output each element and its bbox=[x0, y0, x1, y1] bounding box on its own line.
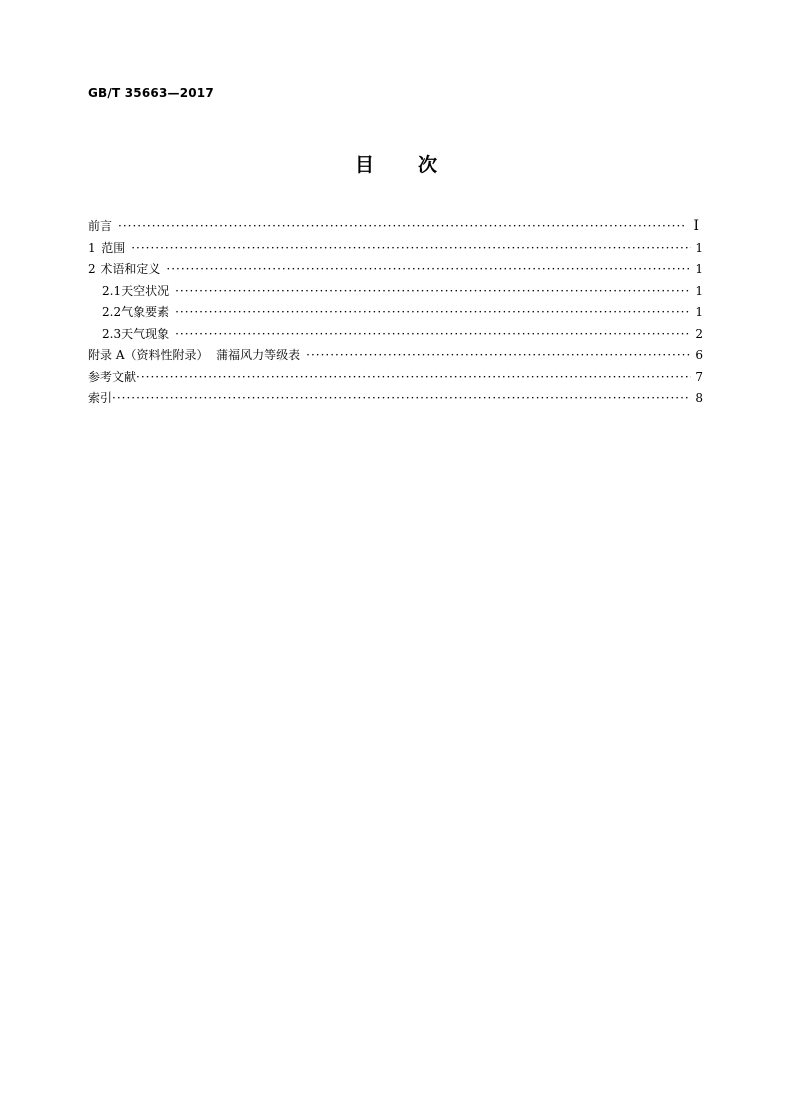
toc-entry-label[interactable]: 范围 bbox=[101, 240, 126, 255]
toc-entry-number: 1 bbox=[88, 240, 96, 255]
standard-code: GB/T 35663—2017 bbox=[88, 86, 214, 100]
toc-entry-page: Ⅰ bbox=[693, 218, 699, 234]
toc-title-right: 次 bbox=[418, 154, 438, 176]
toc-entry-index[interactable] bbox=[88, 388, 703, 410]
dot-leader bbox=[131, 238, 691, 260]
dot-leader bbox=[175, 302, 691, 324]
dot-leader bbox=[306, 345, 691, 367]
table-of-contents bbox=[88, 216, 703, 410]
toc-entry-label[interactable]: 术语和定义 bbox=[100, 262, 161, 276]
toc-entry-scope[interactable] bbox=[88, 238, 703, 260]
toc-entry-terms[interactable] bbox=[88, 259, 703, 281]
toc-entry-weather-phenomena[interactable] bbox=[88, 324, 703, 346]
toc-entry-label[interactable]: 索引 bbox=[88, 391, 113, 405]
dot-leader bbox=[136, 367, 691, 389]
toc-entry-number: 2.3 bbox=[102, 326, 122, 341]
toc-entry-number: 2.2 bbox=[102, 305, 122, 319]
toc-entry-page: 1 bbox=[695, 305, 703, 319]
toc-title bbox=[0, 150, 792, 177]
toc-entry-page: 7 bbox=[695, 369, 703, 384]
toc-entry-page: 6 bbox=[695, 348, 703, 362]
toc-entry-meteorological-elements[interactable] bbox=[88, 302, 703, 324]
dot-leader bbox=[175, 324, 691, 346]
toc-entry-label[interactable]: 天气现象 bbox=[121, 326, 170, 341]
dot-leader bbox=[112, 388, 691, 410]
toc-entry-label[interactable]: 附录 A（资料性附录） 蒲福风力等级表 bbox=[88, 348, 301, 362]
toc-entry-label[interactable]: 天空状况 bbox=[121, 283, 170, 298]
toc-entry-page: 2 bbox=[695, 326, 703, 341]
toc-entry-page: 8 bbox=[695, 391, 703, 405]
toc-entry-bibliography[interactable] bbox=[88, 367, 703, 389]
toc-entry-number: 2 bbox=[88, 262, 96, 276]
toc-entry-number: 2.1 bbox=[102, 283, 122, 298]
toc-entry-label[interactable]: 参考文献 bbox=[88, 369, 137, 384]
dot-leader bbox=[166, 259, 691, 281]
toc-entry-label[interactable]: 气象要素 bbox=[121, 305, 170, 319]
toc-entry-label[interactable]: 前言 bbox=[88, 219, 113, 233]
toc-entry-page: 1 bbox=[695, 240, 703, 255]
toc-entry-preface[interactable] bbox=[88, 216, 703, 238]
toc-title-left: 目 bbox=[354, 154, 374, 176]
toc-entry-page: 1 bbox=[695, 262, 703, 276]
toc-entry-sky-condition[interactable] bbox=[88, 281, 703, 303]
toc-entry-annex-a[interactable] bbox=[88, 345, 703, 367]
dot-leader bbox=[118, 216, 687, 238]
dot-leader bbox=[175, 281, 691, 303]
toc-entry-page: 1 bbox=[695, 283, 703, 298]
